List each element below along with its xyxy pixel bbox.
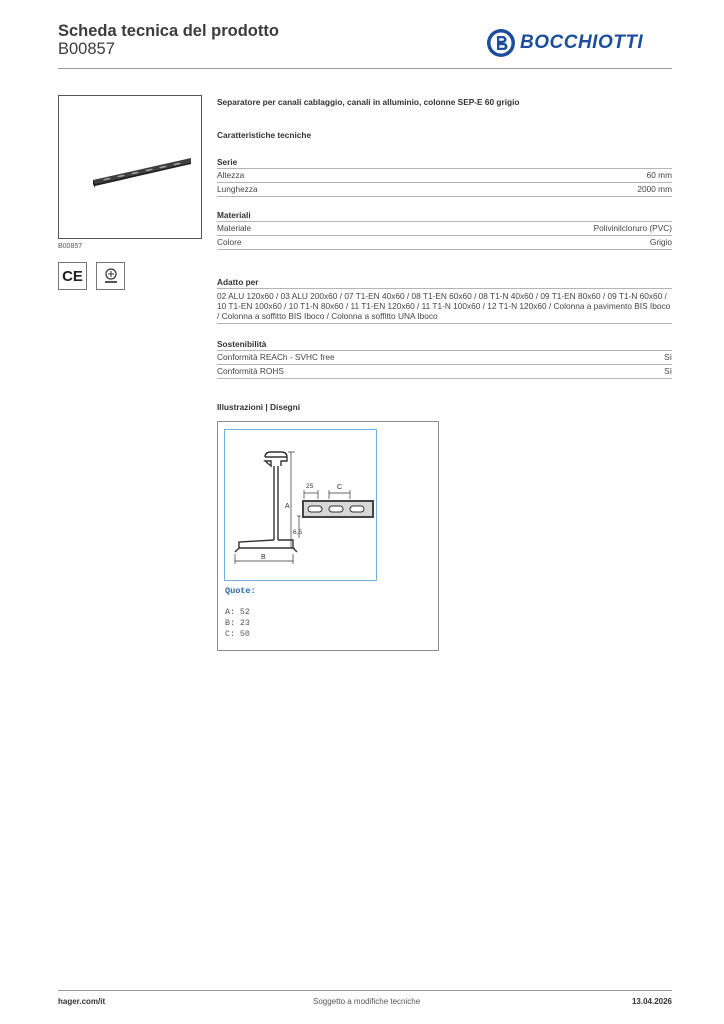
ce-mark-icon: CE (58, 262, 87, 290)
separator-profile-photo (59, 96, 201, 238)
dim-c-label: C (337, 484, 343, 491)
section-title: Serie (217, 156, 672, 169)
section-sostenibilita (217, 338, 672, 379)
quote-b: B: 23 (225, 619, 250, 628)
footer-note: Soggetto a modifiche tecniche (313, 997, 421, 1006)
footer-divider (58, 990, 672, 991)
tech-heading: Caratteristiche tecniche (217, 130, 312, 140)
drawing-panel (224, 429, 377, 581)
bocchiotti-logo-icon (486, 28, 516, 58)
spec-label: Conformità ROHS (217, 366, 284, 376)
section-materiali (217, 209, 672, 250)
spec-row (217, 236, 672, 250)
footer-date: 13.04.2026 (631, 997, 672, 1006)
brand-name: BOCCHIOTTI (520, 32, 644, 53)
product-description: Separatore per canali cablaggio, canali in alluminio, colonne SEP-E 60 grigio (217, 97, 520, 107)
spec-value: Sì (664, 352, 672, 362)
page-title: Scheda tecnica del prodotto (58, 22, 279, 40)
spec-row (217, 365, 672, 379)
spec-value: Sì (664, 366, 672, 376)
spec-value: 2000 mm (637, 184, 672, 194)
spec-value: Grigio (649, 237, 672, 247)
quote-c: C: 50 (225, 630, 250, 639)
spec-label: Materiale (217, 223, 252, 233)
profile-drawing (225, 430, 376, 580)
spec-row (217, 351, 672, 365)
section-title: Sostenibilità (217, 338, 672, 351)
footer-website: hager.com/it (58, 997, 106, 1006)
header-divider (58, 68, 672, 69)
spec-value: 60 mm (646, 170, 672, 180)
spec-label: Conformità REACh - SVHC free (217, 352, 335, 362)
compatible-products-text: 02 ALU 120x60 / 03 ALU 200x60 / 07 T1-EN 40x60 / 08 T1-EN 60x60 / 08 T1-N 40x60 / 09 T1-EN 80x60 / 09 T1-N 60x60 / 10 T1-EN 100x60 / 10 T1-N 80x60 / 11 T1-EN 120x60 / 11 T1-N 100x60 / 12 T1-N 120x60 / Colonna a pavimento BIS Iboco / Colonna a soffitto BIS Iboco / Colonna a soffitto UNA Iboco (217, 289, 672, 324)
illustrations-heading: Illustrazioni | Disegni (217, 402, 300, 412)
spec-label: Altezza (217, 170, 245, 180)
section-title: Adatto per (217, 276, 672, 289)
section-serie (217, 156, 672, 197)
section-adatto-per (217, 276, 672, 324)
section-title: Materiali (217, 209, 672, 222)
dim-a-label: A (285, 503, 290, 510)
spec-row (217, 169, 672, 183)
spec-label: Lunghezza (217, 184, 258, 194)
product-code: B00857 (58, 40, 115, 58)
quote-a: A: 52 (225, 608, 250, 617)
dim-25-label: 25 (306, 483, 314, 490)
spec-value: Polivinilcloruro (PVC) (593, 223, 672, 233)
recycle-mark-icon (96, 262, 125, 290)
dim-65-label: 6,5 (293, 529, 303, 536)
technical-drawing (217, 421, 439, 651)
product-image (58, 95, 202, 239)
dim-b-label: B (261, 554, 266, 561)
quotes-title: Quote: (225, 586, 256, 596)
spec-row (217, 183, 672, 197)
spec-label: Colore (217, 237, 242, 247)
brand-logo (486, 28, 643, 58)
image-caption: B00857 (58, 243, 83, 250)
spec-row (217, 222, 672, 236)
